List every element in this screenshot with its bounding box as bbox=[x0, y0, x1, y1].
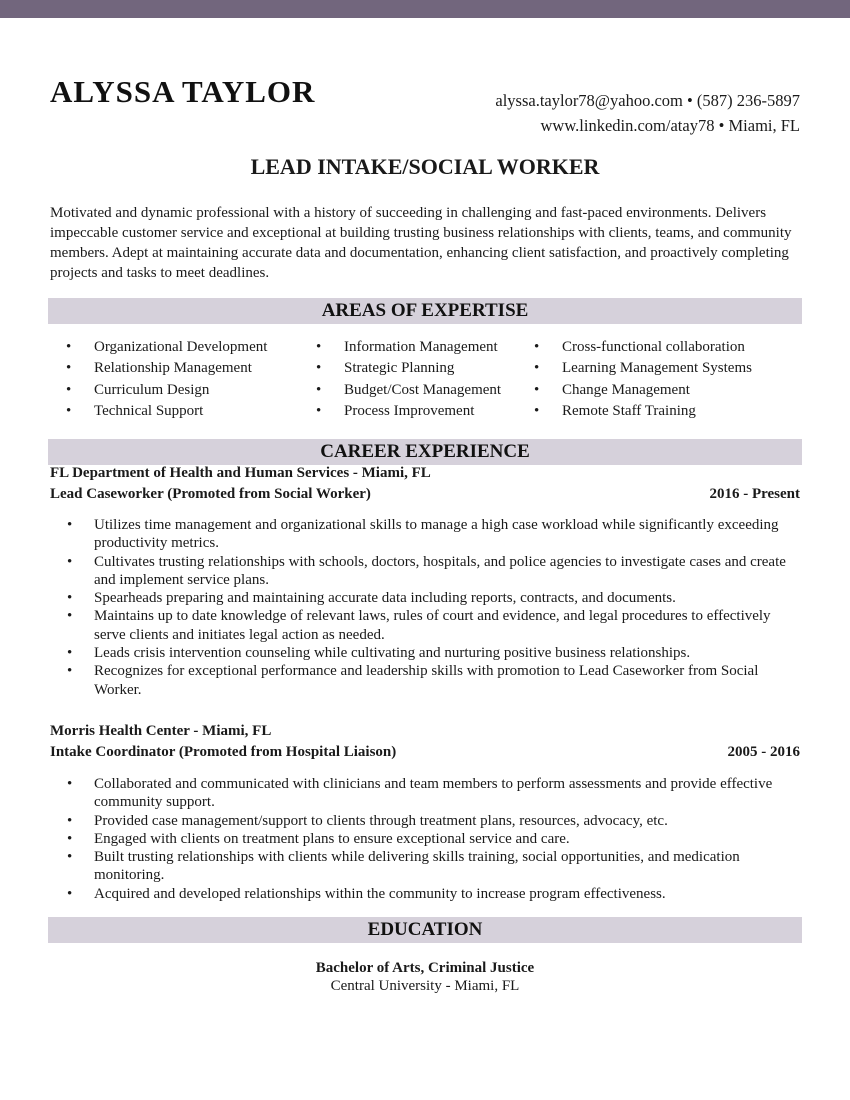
list-item: • Spearheads preparing and maintaining accurate data including reports, contracts, and documents. bbox=[50, 589, 802, 607]
job-role-line bbox=[50, 486, 800, 503]
expertise-list bbox=[50, 337, 802, 427]
list-item: • Collaborated and communicated with clinicians and team members to perform assessments and provide effective community support. bbox=[50, 775, 802, 812]
expertise-item: • Cross-functional collaboration bbox=[518, 337, 752, 358]
professional-summary: Motivated and dynamic professional with a history of succeeding in challenging and fast-paced environments. Delivers impeccable customer service and exceptional at building trusting business relationships with clients, teams, and community members. Adept at maintaining accurate data and documentation, enhancing client satisfaction, and proactively completing projects and tasks to meet deadlines. bbox=[50, 205, 792, 281]
list-item: • Recognizes for exceptional performance and leadership skills with promotion to Lead Caseworker from Social Worker. bbox=[50, 662, 802, 699]
job-title: LEAD INTAKE/SOCIAL WORKER bbox=[250, 154, 600, 179]
expertise-item: • Information Management bbox=[300, 337, 501, 358]
list-item: • Utilizes time management and organizational skills to manage a high case workload while significantly exceeding productivity metrics. bbox=[50, 516, 802, 553]
job-achievements bbox=[50, 775, 802, 903]
expertise-item: • Curriculum Design bbox=[50, 380, 267, 401]
expertise-item: • Organizational Development bbox=[50, 337, 267, 358]
expertise-column-3 bbox=[518, 337, 752, 422]
expertise-item: • Strategic Planning bbox=[300, 358, 501, 379]
expertise-column-1 bbox=[50, 337, 267, 422]
candidate-name: ALYSSA TAYLOR bbox=[50, 74, 316, 109]
education-school: Central University - Miami, FL bbox=[330, 978, 520, 994]
list-item: • Engaged with clients on treatment plans to ensure exceptional service and care. bbox=[50, 830, 802, 848]
experience-heading: CAREER EXPERIENCE bbox=[48, 439, 802, 465]
job-role: Intake Coordinator (Promoted from Hospital Liaison) bbox=[50, 744, 397, 760]
expertise-item: • Learning Management Systems bbox=[518, 358, 752, 379]
education-entry bbox=[0, 959, 850, 995]
expertise-heading: AREAS OF EXPERTISE bbox=[48, 298, 802, 324]
top-accent-bar bbox=[0, 0, 850, 18]
contact-email-phone: alyssa.taylor78@yahoo.com • (587) 236-5897 bbox=[495, 91, 800, 110]
expertise-item: • Change Management bbox=[518, 380, 752, 401]
list-item: • Cultivates trusting relationships with schools, doctors, hospitals, and police agencies to investigate cases and create and implement service plans. bbox=[50, 553, 802, 590]
job-organization: Morris Health Center - Miami, FL bbox=[50, 723, 272, 739]
job-achievements bbox=[50, 516, 802, 699]
job-dates: 2005 - 2016 bbox=[727, 744, 800, 760]
expertise-item: • Relationship Management bbox=[50, 358, 267, 379]
expertise-item: • Budget/Cost Management bbox=[300, 380, 501, 401]
job-role-line bbox=[50, 744, 800, 761]
list-item: • Built trusting relationships with clients while delivering skills training, social opportunities, and medication monitoring. bbox=[50, 848, 802, 885]
job-role: Lead Caseworker (Promoted from Social Worker) bbox=[50, 486, 371, 502]
education-degree: Bachelor of Arts, Criminal Justice bbox=[315, 960, 535, 976]
list-item: • Provided case management/support to clients through treatment plans, resources, advocacy, etc. bbox=[50, 812, 802, 830]
expertise-item: • Process Improvement bbox=[300, 401, 501, 422]
contact-info bbox=[495, 88, 800, 138]
expertise-item: • Remote Staff Training bbox=[518, 401, 752, 422]
list-item: • Maintains up to date knowledge of relevant laws, rules of court and evidence, and legal procedures to effectively serve clients and initiates legal action as needed. bbox=[50, 607, 802, 644]
list-item: • Leads crisis intervention counseling while cultivating and nurturing positive business relationships. bbox=[50, 644, 802, 662]
job-organization: FL Department of Health and Human Services - Miami, FL bbox=[50, 465, 431, 481]
contact-linkedin-location: www.linkedin.com/atay78 • Miami, FL bbox=[540, 116, 800, 135]
job-dates: 2016 - Present bbox=[709, 486, 800, 502]
education-heading: EDUCATION bbox=[48, 917, 802, 943]
list-item: • Acquired and developed relationships within the community to increase program effectiveness. bbox=[50, 885, 802, 903]
expertise-column-2 bbox=[300, 337, 501, 422]
expertise-item: • Technical Support bbox=[50, 401, 267, 422]
